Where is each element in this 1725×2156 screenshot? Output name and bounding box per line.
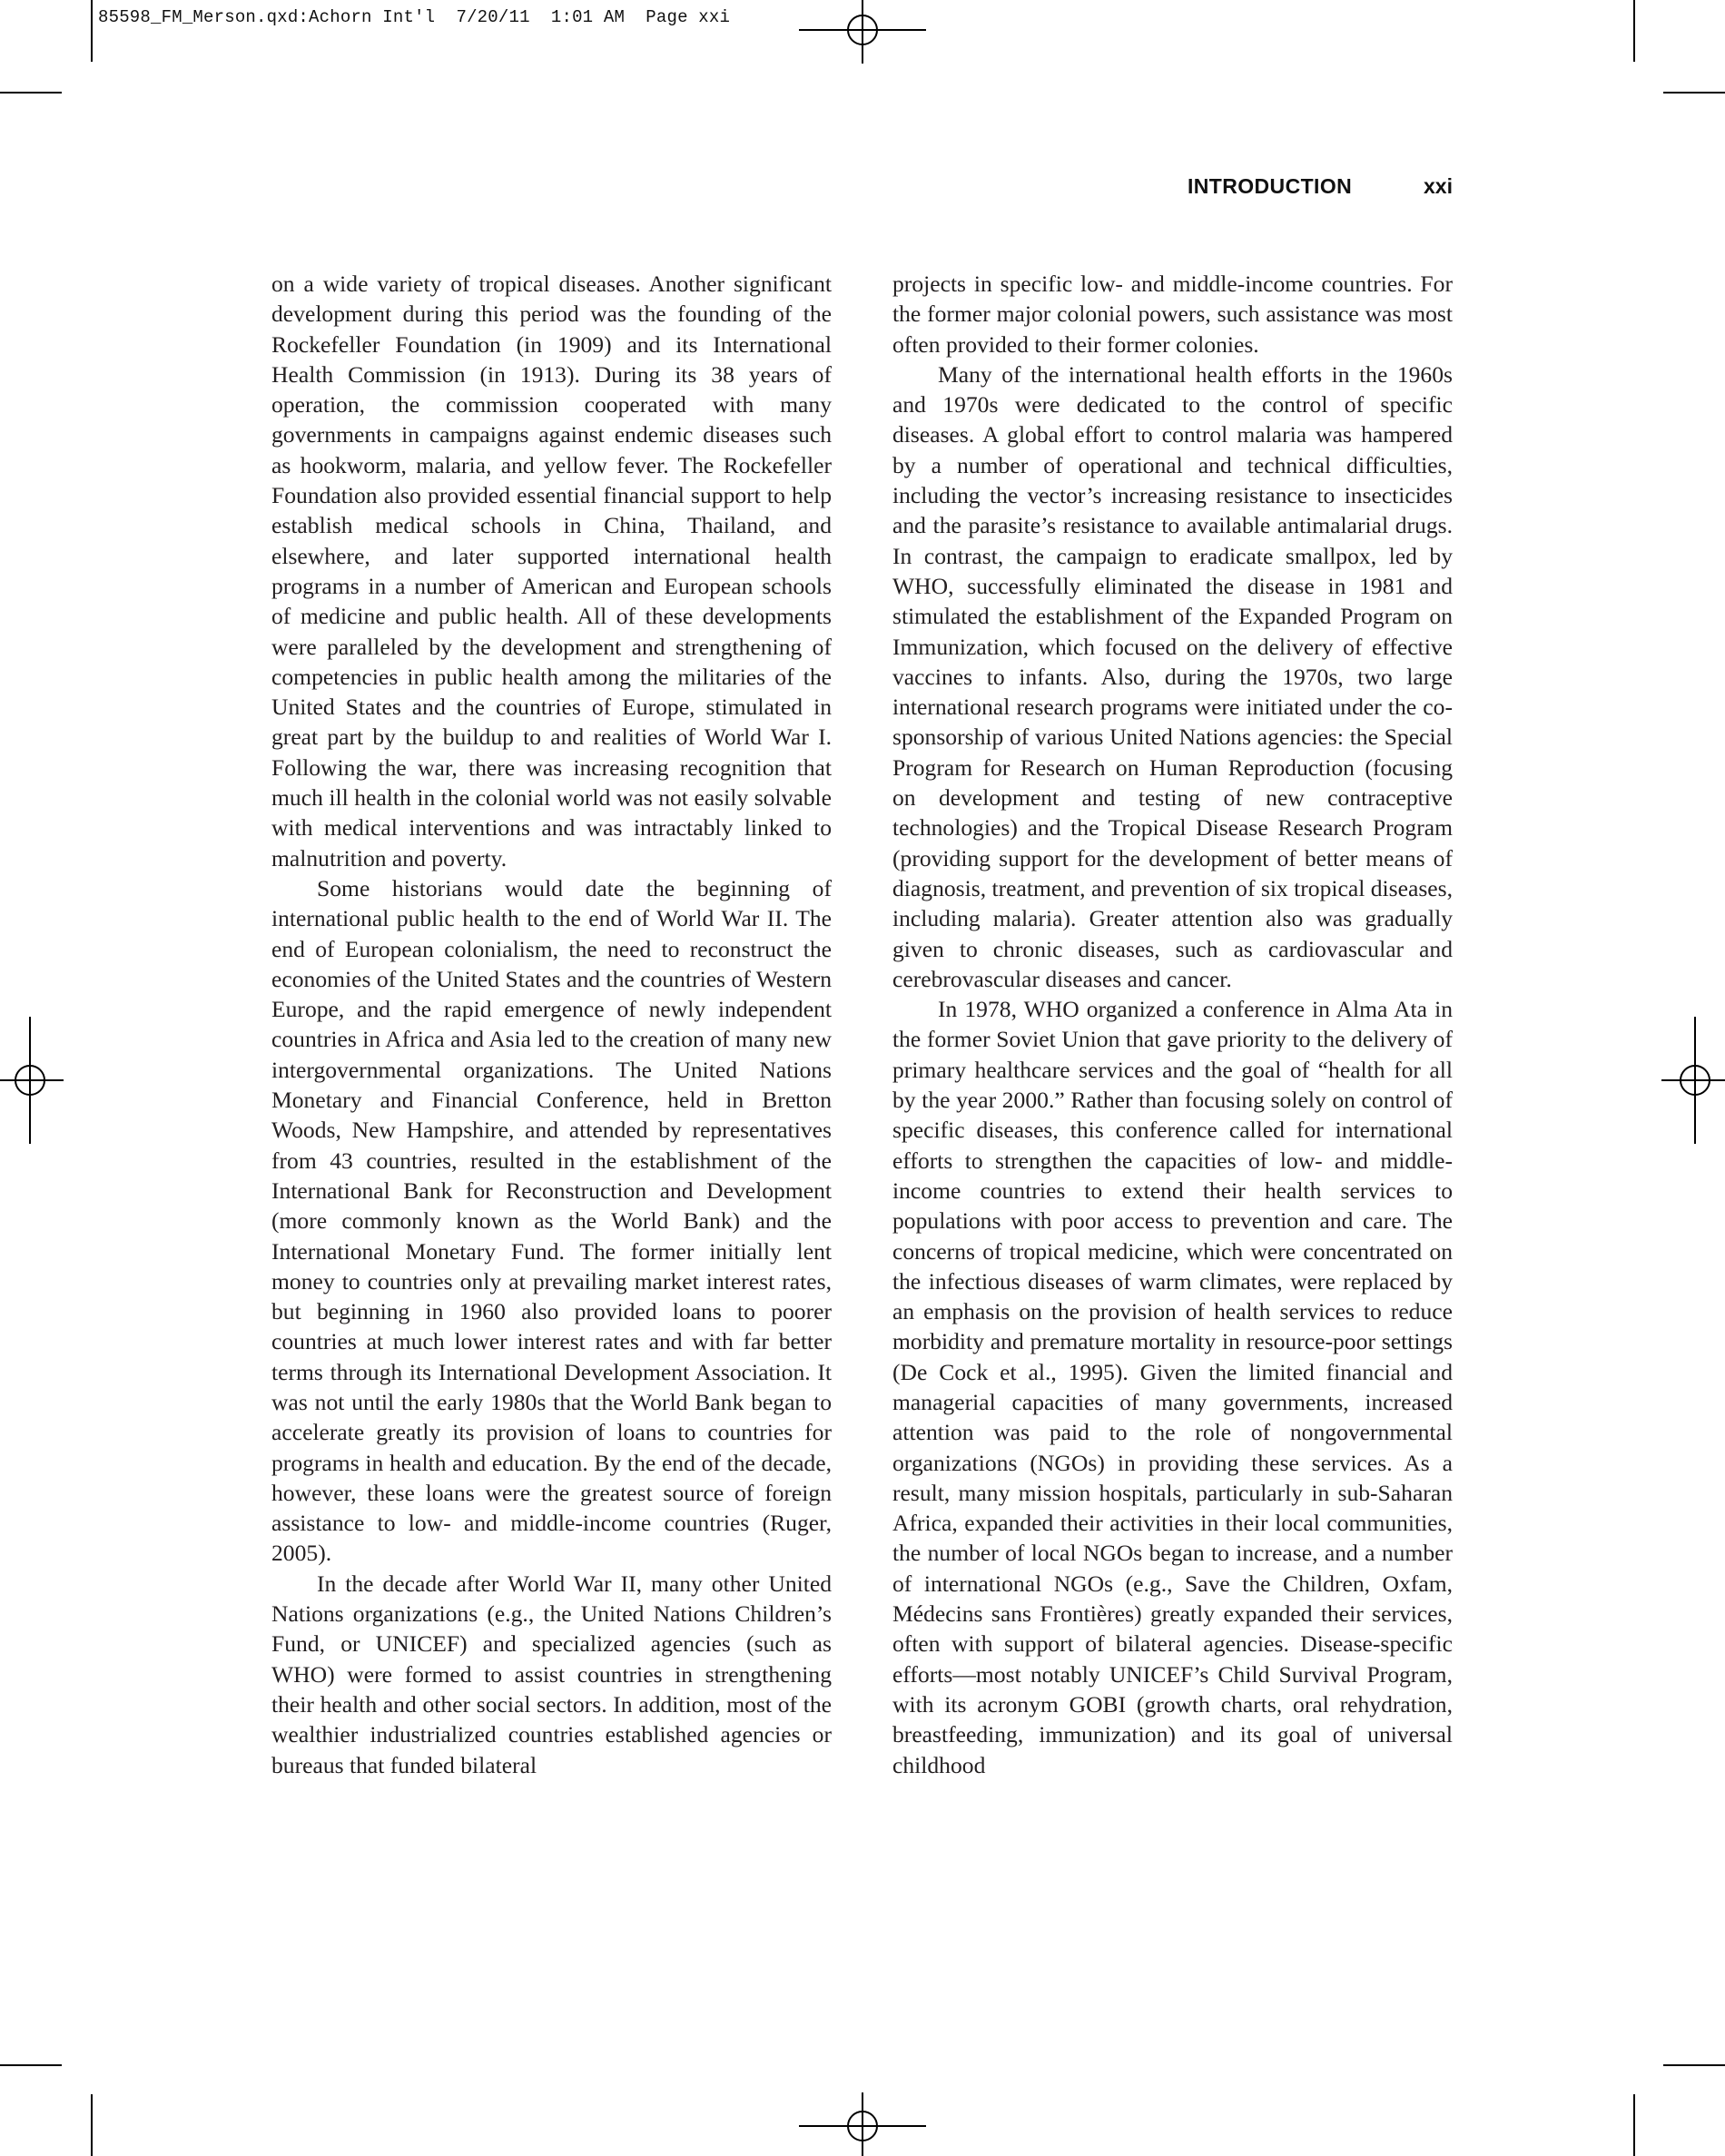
- registration-mark-right-icon: [1661, 1017, 1725, 1144]
- printer-slug: 85598_FM_Merson.qxd:Achorn Int'l 7/20/11 1:01 AM Page xxi: [98, 7, 731, 27]
- paragraph: on a wide variety of tropical diseases. Another significant development during this period was the founding of the Rockefeller Foundation (in 1909) and its International Health Commission (in 1913). During its 38 years of operation, the commission cooperated with many governments in campaigns against endemic diseases such as hookworm, malaria, and yellow fever. The Rockefeller Foundation also provided essential financial support to help establish medical schools in China, Thailand, and elsewhere, and later supported international health programs in a number of American and European schools of medicine and public health. All of these developments were paralleled by the development and strengthening of competencies in public health among the militaries of the United States and the countries of Europe, stimulated in great part by the buildup to and realities of World War I. Following the war, there was increasing recognition that much ill health in the colonial world was not easily solvable with medical interventions and was intractably linked to malnutrition and poverty.: [271, 271, 832, 871]
- crop-mark-bottom-right-vertical: [1633, 2094, 1635, 2156]
- crop-mark-bottom-left-vertical: [91, 2094, 93, 2156]
- right-text-column: [892, 269, 1453, 1780]
- paragraph: Some historians would date the beginning of international public health to the end of World War II. The end of European colonialism, the need to reconstruct the economies of the United States and the countries of Western Europe, and the rapid emergence of newly independent countries in Africa and Asia led to the creation of many new intergovernmental organizations. The United Nations Monetary and Financial Conference, held in Bretton Woods, New Hampshire, and attended by representatives from 43 countries, resulted in the establishment of the International Bank for Reconstruction and Development (more commonly known as the World Bank) and the International Monetary Fund. The former initially lent money to countries only at prevailing market interest rates, but beginning in 1960 also provided loans to poorer countries at much lower interest rates and with far better terms through its International Development Association. It was not until the early 1980s that the World Bank began to accelerate greatly its provision of loans to countries for programs in health and education. By the end of the decade, however, these loans were the greatest source of foreign assistance to low- and middle-income countries (Ruger, 2005).: [271, 874, 832, 1567]
- paragraph: In the decade after World War II, many other United Nations organizations (e.g., the United Nations Children’s Fund, or UNICEF) and specialized agencies (such as WHO) were formed to assist countries in strengthening their health and other social sectors. In addition, most of the wealthier industrialized countries established agencies or bureaus that funded bilateral: [271, 1570, 832, 1778]
- crop-mark-bottom-right-horizontal: [1663, 2064, 1725, 2066]
- paragraph: Many of the international health efforts in the 1960s and 1970s were dedicated to the control of specific diseases. A global effort to control malaria was hampered by a number of operational and technical difficulties, including the vector’s increasing resistance to insecticides and the parasite’s resistance to available antimalarial drugs. In contrast, the campaign to eradicate smallpox, led by WHO, successfully eliminated the disease in 1981 and stimulated the establishment of the Expanded Program on Immunization, which focused on the delivery of effective vaccines to infants. Also, during the 1970s, two large international research programs were initiated under the co-sponsorship of various United Nations agencies: the Special Program for Research on Human Reproduction (focusing on development and testing of new contraceptive technologies) and the Tropical Disease Research Program (providing support for the development of better means of diagnosis, treatment, and prevention of six tropical diseases, including malaria). Greater attention also was gradually given to chronic diseases, such as cardiovascular and cerebrovascular diseases and cancer.: [892, 360, 1453, 992]
- crop-mark-top-left-horizontal: [0, 92, 62, 94]
- crop-mark-top-right-horizontal: [1663, 92, 1725, 94]
- running-head-title: INTRODUCTION: [1188, 174, 1353, 198]
- paragraph: projects in specific low- and middle-income countries. For the former major colonial powers, such assistance was most often provided to their former colonies.: [892, 271, 1453, 358]
- page-number: xxi: [1424, 174, 1453, 198]
- crop-mark-bottom-left-horizontal: [0, 2064, 62, 2066]
- paragraph: In 1978, WHO organized a conference in Alma Ata in the former Soviet Union that gave priority to the delivery of primary healthcare services and the goal of “health for all by the year 2000.” Rather than focusing solely on control of specific diseases, this conference called for international efforts to strengthen the capacities of low- and middle-income countries to extend their health services to populations with poor access to prevention and care. The concerns of tropical medicine, which were concentrated on the infectious diseases of warm climates, were replaced by an emphasis on the provision of health services to reduce morbidity and premature mortality in resource-poor settings (De Cock et al., 1995). Given the limited financial and managerial capacities of many governments, increased attention was paid to the role of nongovernmental organizations (NGOs) in providing these services. As a result, many mission hospitals, particularly in sub-Saharan Africa, expanded their activities in their local communities, the number of local NGOs began to increase, and a number of international NGOs (e.g., Save the Children, Oxfam, Médecins sans Frontières) greatly expanded their services, often with support of bilateral agencies. Disease-specific efforts—most notably UNICEF’s Child Survival Program, with its acronym GOBI (growth charts, oral rehydration, breastfeeding, immunization) and its goal of universal childhood: [892, 996, 1453, 1778]
- crop-mark-top-right-vertical: [1633, 0, 1635, 62]
- crop-mark-top-left-vertical: [91, 0, 93, 62]
- registration-mark-bottom-icon: [799, 2092, 926, 2156]
- left-text-column: [271, 269, 832, 1780]
- registration-mark-top-icon: [799, 0, 926, 64]
- registration-mark-left-icon: [0, 1017, 64, 1144]
